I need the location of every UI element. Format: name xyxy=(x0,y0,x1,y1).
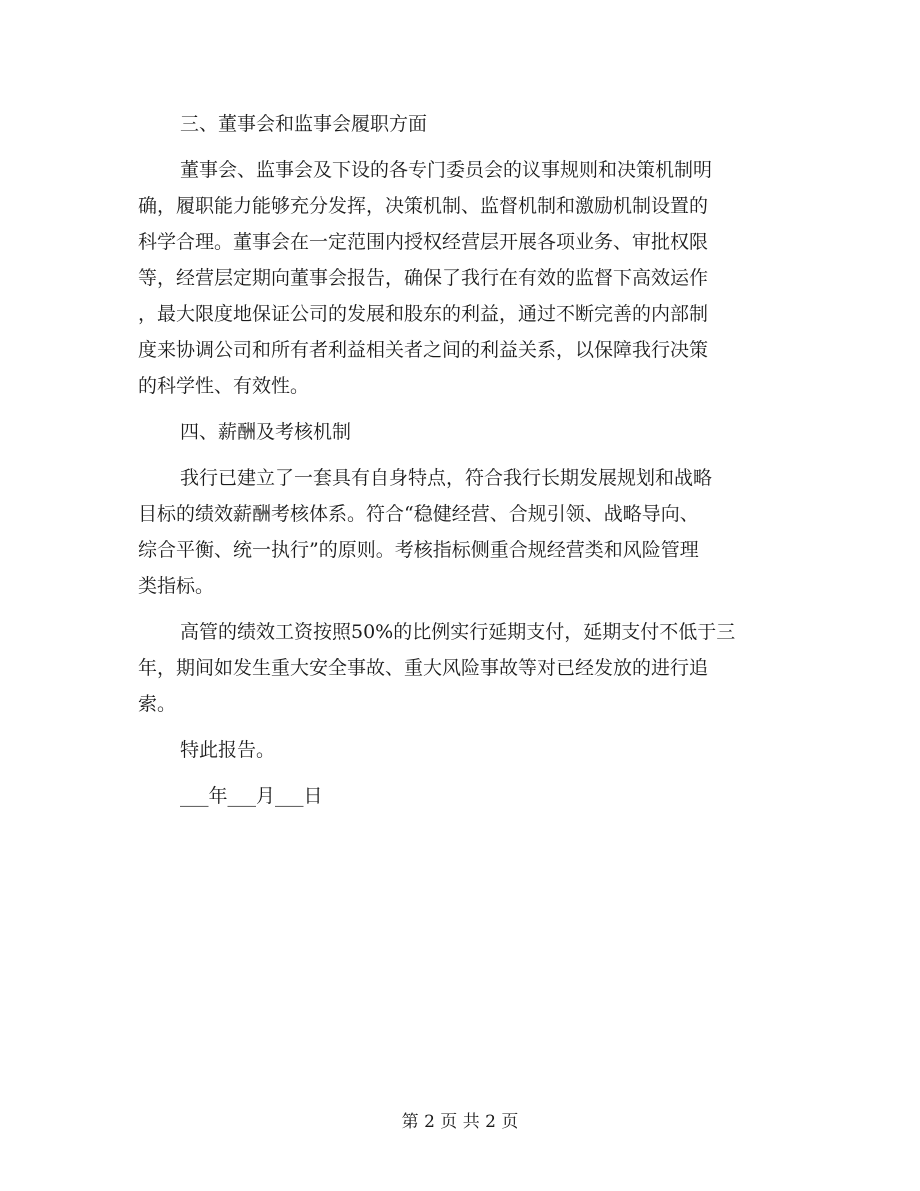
date-line: ___年___月___日 xyxy=(180,785,323,807)
section-heading-board-duties: 三、董事会和监事会履职方面 xyxy=(180,113,428,135)
closing-statement: 特此报告。 xyxy=(180,739,276,761)
paragraph-line: 度来协调公司和所有者利益相关者之间的利益关系，以保障我行决策 xyxy=(138,339,709,361)
paragraph-line: 高管的绩效工资按照50%的比例实行延期支付，延期支付不低于三 xyxy=(180,621,736,643)
paragraph-line: 年，期间如发生重大安全事故、重大风险事故等对已经发放的进行追 xyxy=(138,657,709,679)
section-heading-compensation: 四、薪酬及考核机制 xyxy=(180,421,352,443)
paragraph-line: 科学合理。董事会在一定范围内授权经营层开展各项业务、审批权限 xyxy=(138,231,709,253)
paragraph-compensation-system xyxy=(138,460,784,604)
paragraph-board-duties xyxy=(138,152,784,404)
paragraph-line: 确，履职能力能够充分发挥，决策机制、监督机制和激励机制设置的 xyxy=(138,195,709,217)
paragraph-line: 的科学性、有效性。 xyxy=(138,375,310,397)
paragraph-line: 类指标。 xyxy=(138,575,215,597)
paragraph-line: 目标的绩效薪酬考核体系。符合“稳健经营、合规引领、战略导向、 xyxy=(138,503,699,525)
page-footer: 第 2 页 共 2 页 xyxy=(401,1112,519,1132)
paragraph-line: 等，经营层定期向董事会报告，确保了我行在有效的监督下高效运作 xyxy=(138,267,709,289)
paragraph-line: 综合平衡、统一执行”的原则。考核指标侧重合规经营类和风险管理 xyxy=(138,539,699,561)
paragraph-line: 我行已建立了一套具有自身特点，符合我行长期发展规划和战略 xyxy=(180,467,713,489)
paragraph-line: ，最大限度地保证公司的发展和股东的利益，通过不断完善的内部制 xyxy=(138,303,709,325)
document-body xyxy=(138,106,784,824)
paragraph-deferred-pay xyxy=(138,614,784,722)
paragraph-line: 索。 xyxy=(138,693,177,715)
paragraph-line: 董事会、监事会及下设的各专门委员会的议事规则和决策机制明 xyxy=(180,159,713,181)
